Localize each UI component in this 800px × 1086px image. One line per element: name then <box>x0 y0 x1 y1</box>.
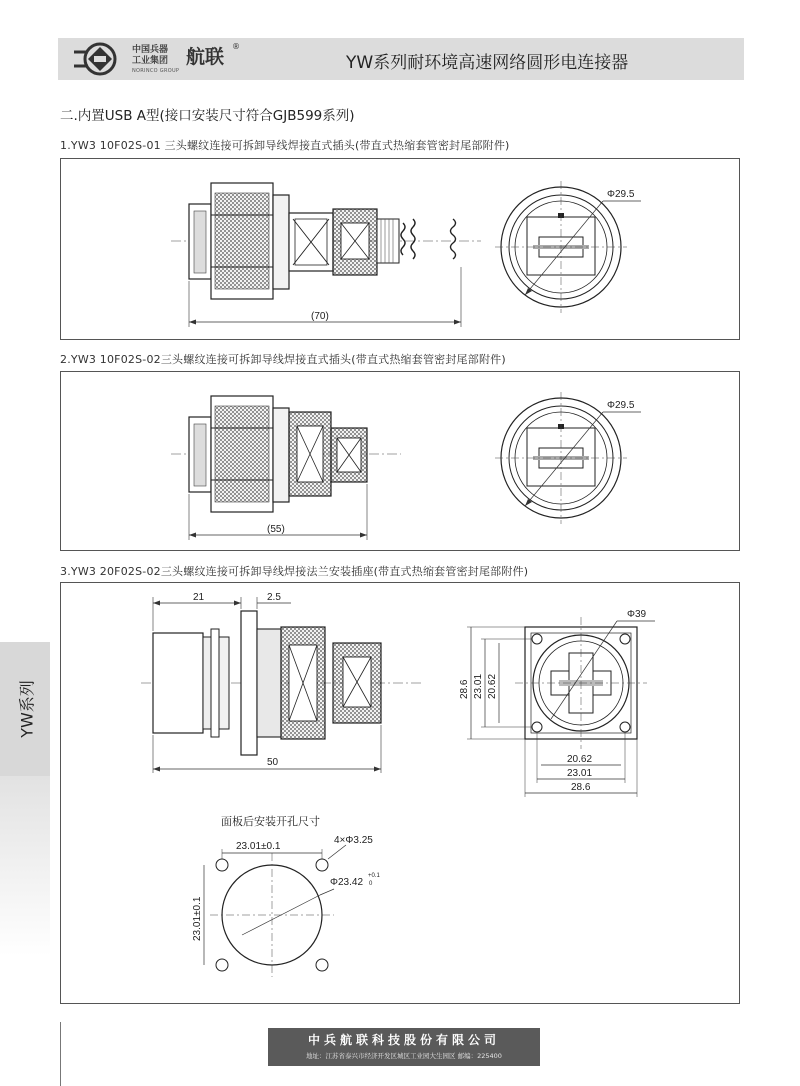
logo-cn-line2: 工业集团 <box>132 56 169 66</box>
item-3-dim-phi39: Φ39 <box>627 609 647 620</box>
side-gradient <box>0 776 50 956</box>
item-1-length-label: (70) <box>311 311 329 322</box>
item-3-drawing <box>61 583 739 1003</box>
cutout-title: 面板后安装开孔尺寸 <box>221 816 320 828</box>
cutout-width-tolerance: 23.01±0.1 <box>236 841 281 852</box>
logo-cn-text <box>132 45 168 67</box>
item-3-title: 3.YW3 20F02S-02三头螺纹连接可拆卸导线焊接法兰安装插座(带直式热缩套管密封尾部附件) <box>60 565 529 578</box>
item-2-drawing <box>61 372 739 550</box>
section-title: 二.内置USB A型(接口安装尺寸符合GJB599系列) <box>60 108 355 124</box>
footer-company: 中兵航联科技股份有限公司 <box>307 1033 500 1047</box>
side-tab-label: YW系列 <box>17 680 37 738</box>
item-3-dim-50: 50 <box>267 757 279 768</box>
item-2-drawing-box <box>60 371 740 551</box>
item-3-dim-23-01-vertical: 23.01 <box>473 673 484 699</box>
item-3-dim-2-5: 2.5 <box>267 592 281 603</box>
footer-divider <box>60 1022 61 1086</box>
item-1-drawing <box>61 159 739 339</box>
item-1-drawing-box <box>60 158 740 340</box>
item-2-title: 2.YW3 10F02S-02三头螺纹连接可拆卸导线焊接直式插头(带直式热缩套管密封尾部附件) <box>60 353 506 366</box>
logo-brand: 航联 <box>186 46 225 68</box>
cutout-bore-tol-upper: +0.1 <box>368 873 380 879</box>
logo-registered-mark: ® <box>232 42 240 51</box>
item-2-length-label: (55) <box>267 524 285 535</box>
item-1-title: 1.YW3 10F02S-01 三头螺纹连接可拆卸导线焊接直式插头(带直式热缩套管密封尾部附件) <box>60 139 510 152</box>
item-3-dim-28-6-vertical: 28.6 <box>459 679 470 699</box>
item-1-diameter-label: Φ29.5 <box>607 189 635 200</box>
cutout-holes-label: 4×Φ3.25 <box>334 835 373 846</box>
cutout-bore-tol-lower: 0 <box>369 881 373 887</box>
cutout-height-tolerance: 23.01±0.1 <box>192 896 203 941</box>
item-3-dim-20-62-horizontal: 20.62 <box>567 754 593 765</box>
page-title: YW系列耐环境高速网络圆形电连接器 <box>346 53 629 73</box>
item-3-drawing-box <box>60 582 740 1004</box>
item-3-dim-21: 21 <box>193 592 205 603</box>
cutout-bore-label: Φ23.42 <box>330 877 364 888</box>
item-3-dim-20-62-vertical: 20.62 <box>487 673 498 699</box>
item-3-dim-23-01-horizontal: 23.01 <box>567 768 593 779</box>
logo-cn-line1: 中国兵器 <box>132 45 169 55</box>
item-3-dim-28-6-horizontal: 28.6 <box>571 782 591 793</box>
logo-en-text: NORINCO GROUP <box>132 68 180 74</box>
footer-address: 地址：江苏省泰兴市经济开发区城区工业园大生园区 邮编：225400 <box>306 1052 502 1060</box>
item-2-diameter-label: Φ29.5 <box>607 400 635 411</box>
